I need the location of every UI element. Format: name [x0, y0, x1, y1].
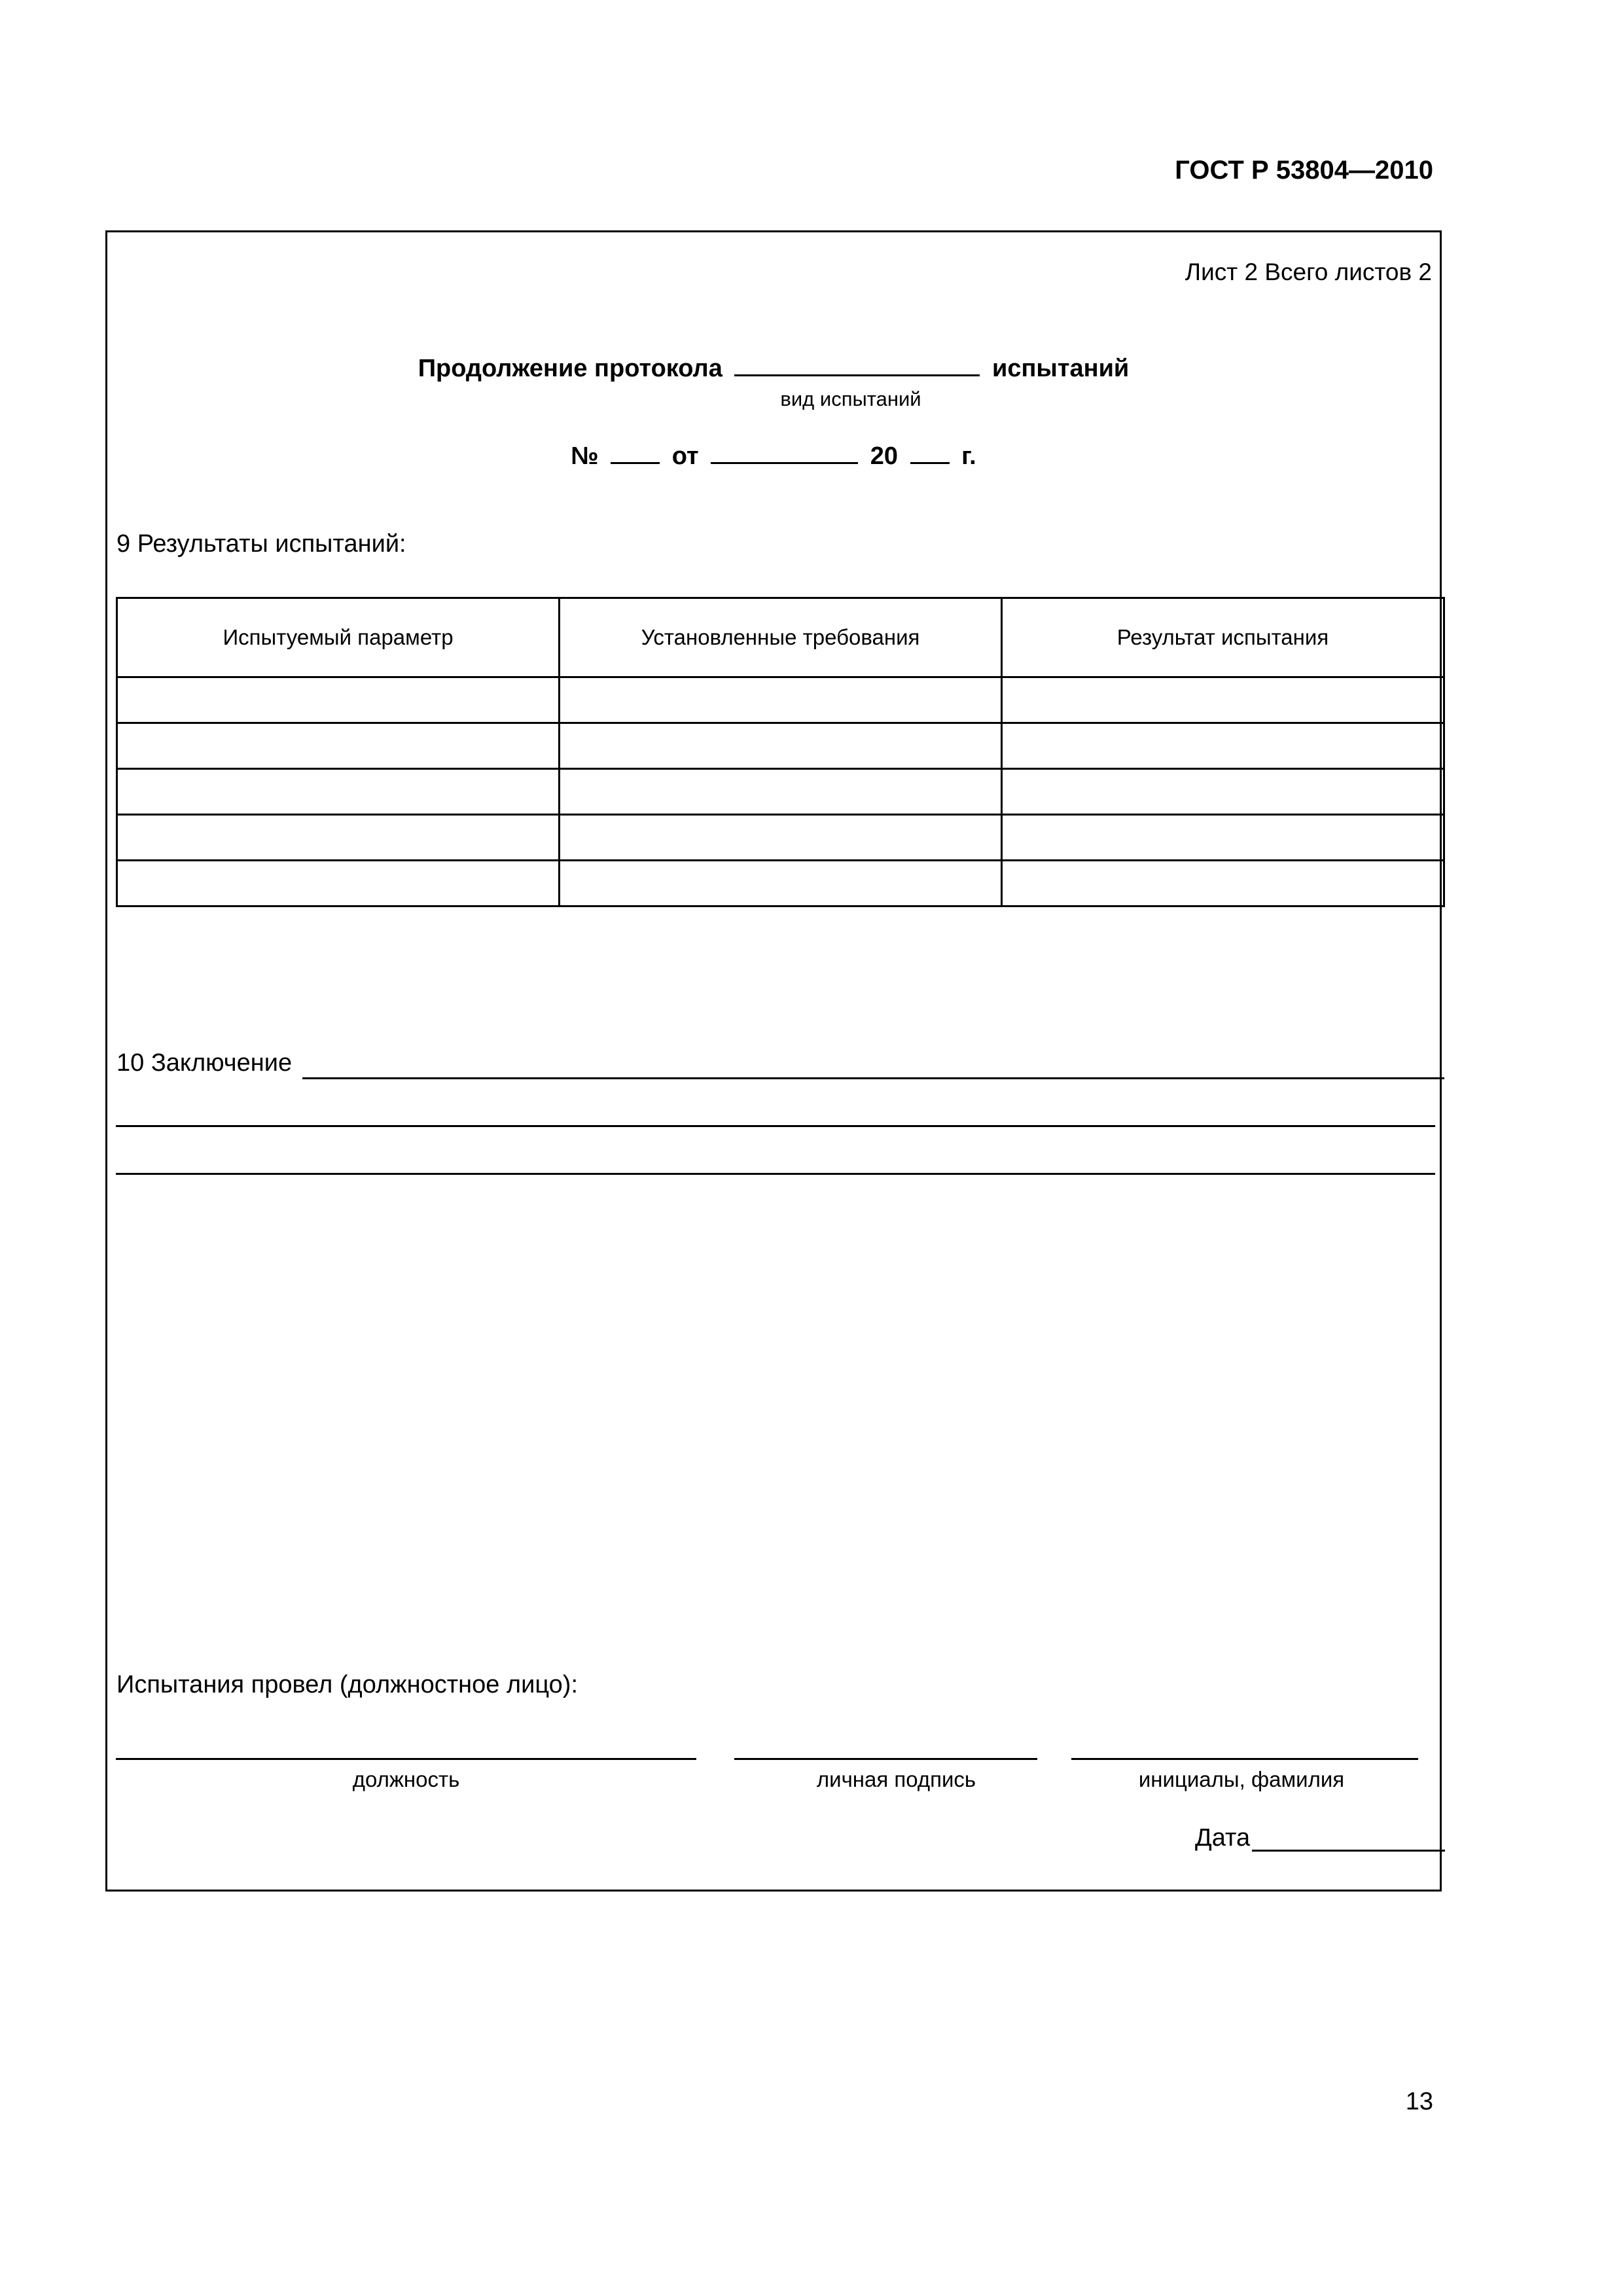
date-label: Дата — [1195, 1824, 1251, 1852]
table-cell[interactable] — [117, 769, 560, 815]
table-row — [117, 723, 1444, 769]
protocol-title-left: Продолжение протокола — [418, 355, 722, 382]
table-cell[interactable] — [560, 677, 1002, 723]
table-cell[interactable] — [560, 723, 1002, 769]
protocol-year-field[interactable] — [910, 440, 950, 464]
col-header-requirements: Установленные требования — [560, 598, 1002, 677]
protocol-number-line — [105, 440, 1442, 471]
table-cell[interactable] — [117, 861, 560, 906]
number-sign: № — [571, 442, 599, 470]
position-caption: должность — [352, 1767, 460, 1791]
table-row — [117, 677, 1444, 723]
conclusion-line-3[interactable] — [116, 1173, 1435, 1175]
table-cell[interactable] — [117, 815, 560, 861]
position-line[interactable] — [116, 1758, 696, 1760]
signature-caption: личная подпись — [816, 1767, 976, 1791]
section-9-label: 9 Результаты испытаний: — [116, 530, 406, 558]
year-suffix: г. — [961, 442, 976, 470]
from-word: от — [671, 442, 699, 470]
conclusion-line-1[interactable] — [302, 1077, 1444, 1079]
table-cell[interactable] — [1002, 861, 1444, 906]
table-cell[interactable] — [560, 769, 1002, 815]
table-cell[interactable] — [1002, 815, 1444, 861]
name-line[interactable] — [1071, 1758, 1418, 1760]
protocol-title — [105, 352, 1442, 383]
table-cell[interactable] — [1002, 677, 1444, 723]
table-cell[interactable] — [560, 815, 1002, 861]
table-cell[interactable] — [1002, 769, 1444, 815]
section-10-label: 10 Заключение — [116, 1049, 293, 1077]
table-row — [117, 769, 1444, 815]
page-number: 13 — [1405, 2088, 1433, 2115]
name-caption: инициалы, фамилия — [1138, 1767, 1345, 1791]
sheet-info: Лист 2 Всего листов 2 — [1185, 259, 1432, 285]
protocol-number-field[interactable] — [611, 440, 660, 464]
test-type-caption: вид испытаний — [780, 387, 921, 410]
protocol-date-field[interactable] — [711, 440, 858, 464]
table-cell[interactable] — [560, 861, 1002, 906]
conclusion-line-2[interactable] — [116, 1125, 1435, 1127]
conducted-by-label: Испытания провел (должностное лицо): — [116, 1671, 579, 1698]
test-type-field[interactable] — [734, 352, 980, 376]
protocol-title-right: испытаний — [991, 355, 1130, 382]
document-code: ГОСТ Р 53804—2010 — [1175, 156, 1433, 185]
date-line[interactable] — [1252, 1850, 1445, 1852]
table-cell[interactable] — [117, 677, 560, 723]
results-table — [116, 597, 1445, 907]
table-cell[interactable] — [1002, 723, 1444, 769]
table-row — [117, 815, 1444, 861]
form-frame — [105, 230, 1442, 1892]
col-header-result: Результат испытания — [1002, 598, 1444, 677]
year-prefix: 20 — [870, 442, 899, 470]
col-header-parameter: Испытуемый параметр — [117, 598, 560, 677]
table-row — [117, 861, 1444, 906]
table-cell[interactable] — [117, 723, 560, 769]
signature-line[interactable] — [734, 1758, 1037, 1760]
results-table-header — [117, 598, 1444, 677]
